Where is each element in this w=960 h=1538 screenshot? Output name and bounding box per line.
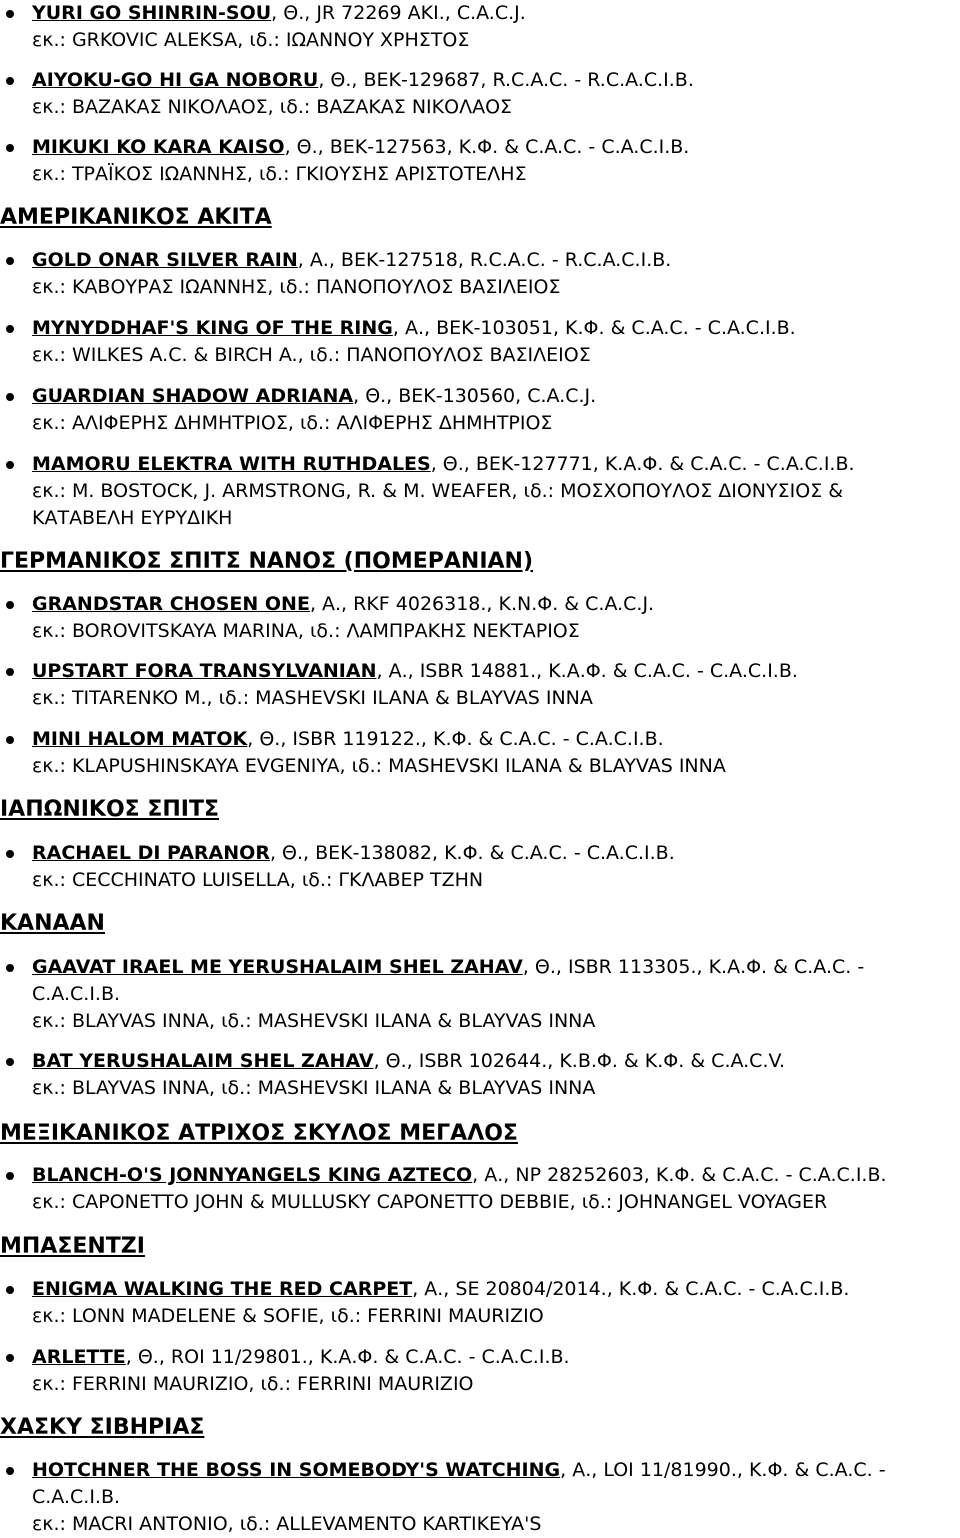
dog-name: UPSTART FORA TRANSYLVANIAN (32, 660, 377, 682)
list-item (0, 1276, 960, 1330)
list-item (0, 1162, 960, 1216)
dog-details: , Θ., ΒΕΚ-138082, Κ.Φ. & C.A.C. - C.A.C.I.B. (269, 842, 675, 864)
dog-details: , Θ., ΒΕΚ-130560, C.A.C.J. (353, 385, 597, 407)
bullet-icon (6, 77, 14, 85)
dog-details: , Θ., ROI 11/29801., Κ.Α.Φ. & C.A.C. - C.A.C.I.B. (125, 1346, 570, 1368)
section-heading: ΜΠΑΣΕΝΤΖΙ (0, 1234, 145, 1259)
bullet-icon (6, 10, 14, 18)
dog-name: YURI GO SHINRIN-SOU (32, 2, 272, 24)
breeder-owner: C.A.C.I.B. (32, 1486, 121, 1508)
list-item (0, 383, 960, 437)
section-heading: ΚΑΝΑΑΝ (0, 911, 105, 936)
breeder-owner: εκ.: MACRI ANTONIO, ιδ.: ALLEVAMENTO KARTIKEYA'S (32, 1513, 542, 1535)
dog-name: BLANCH-O'S JONNYANGELS KING AZTECO (32, 1164, 473, 1186)
dog-name: BAT YERUSHALAIM SHEL ZAHAV (32, 1050, 374, 1072)
bullet-icon (6, 1467, 14, 1475)
dog-details: , Α., LOI 11/81990., Κ.Φ. & C.A.C. - (560, 1459, 886, 1481)
breeder-owner: εκ.: KLAPUSHINSKAYA EVGENIYA, ιδ.: MASHEVSKI ILANA & BLAYVAS INNA (32, 755, 726, 777)
breeder-owner: εκ.: ΑΛΙΦΕΡΗΣ ΔΗΜΗΤΡΙΟΣ, ιδ.: ΑΛΙΦΕΡΗΣ ΔΗΜΗΤΡΙΟΣ (32, 412, 553, 434)
dog-name: GRANDSTAR CHOSEN ONE (32, 593, 310, 615)
dog-name: GOLD ONAR SILVER RAIN (32, 249, 298, 271)
breeder-owner: εκ.: BOROVITSKAYA MARINA, ιδ.: ΛΑΜΠΡΑΚΗΣ ΝΕΚΤΑΡΙΟΣ (32, 620, 580, 642)
dog-details: , Α., ΒΕΚ-127518, R.C.A.C. - R.C.A.C.I.B. (297, 249, 672, 271)
dog-details: , Θ., ΒΕΚ-129687, R.C.A.C. - R.C.A.C.I.B. (318, 69, 694, 91)
dog-details: , Α., RKF 4026318., Κ.Ν.Φ. & C.A.C.J. (309, 593, 655, 615)
bullet-icon (6, 1354, 14, 1362)
breeder-owner: εκ.: BLAYVAS INNA, ιδ.: MASHEVSKI ILANA & BLAYVAS INNA (32, 1077, 596, 1099)
bullet-icon (6, 461, 14, 469)
breeder-owner: εκ.: FERRINI MAURIZIO, ιδ.: FERRINI MAURIZIO (32, 1373, 474, 1395)
breeder-owner: εκ.: BLAYVAS INNA, ιδ.: MASHEVSKI ILANA & BLAYVAS INNA (32, 1010, 596, 1032)
dog-details: , Α., ISBR 14881., Κ.Α.Φ. & C.A.C. - C.A.C.I.B. (376, 660, 798, 682)
bullet-icon (6, 1172, 14, 1180)
section-heading: ΜΕΞΙΚΑΝΙΚΟΣ ΑΤΡΙΧΟΣ ΣΚΥΛΟΣ ΜΕΓΑΛΟΣ (0, 1121, 518, 1146)
bullet-icon (6, 736, 14, 744)
section-heading: ΓΕΡΜΑΝΙΚΟΣ ΣΠΙΤΣ ΝΑΝΟΣ (ΠΟΜΕΡΑΝΙΑΝ) (0, 549, 534, 574)
list-item (0, 451, 960, 532)
dog-name: HOTCHNER THE BOSS IN SOMEBODY'S WATCHING (32, 1459, 561, 1481)
breeder-owner: εκ.: CECCHINATO LUISELLA, ιδ.: ΓΚΛΑΒΕΡ ΤΖΗΝ (32, 869, 484, 891)
bullet-icon (6, 144, 14, 152)
breeder-owner: εκ.: ΤΡΑΪΚΟΣ ΙΩΑΝΝΗΣ, ιδ.: ΓΚΙΟΥΣΗΣ ΑΡΙΣΤΟΤΕΛΗΣ (32, 163, 527, 185)
list-item (0, 658, 960, 712)
section-heading: ΙΑΠΩΝΙΚΟΣ ΣΠΙΤΣ (0, 797, 220, 822)
dog-details: , Θ., ΒΕΚ-127563, Κ.Φ. & C.A.C. - C.A.C.I.B. (284, 136, 690, 158)
list-item (0, 726, 960, 780)
bullet-icon (6, 393, 14, 401)
dog-name: MYNYDDHAF'S KING OF THE RING (32, 317, 393, 339)
dog-details: , Θ., ΒΕΚ-127771, Κ.Α.Φ. & C.A.C. - C.A.C.I.B. (430, 453, 855, 475)
list-item (0, 134, 960, 188)
breeder-owner: C.A.C.I.B. (32, 983, 121, 1005)
list-item (0, 1344, 960, 1398)
breeder-owner: εκ.: CAPONETTO JOHN & MULLUSKY CAPONETTO DEBBIE, ιδ.: JOHNANGEL VOYAGER (32, 1191, 828, 1213)
dog-name: AIYOKU-GO HI GA NOBORU (32, 69, 319, 91)
dog-details: , Θ., ISBR 119122., Κ.Φ. & C.A.C. - C.A.C.I.B. (247, 728, 664, 750)
dog-name: GAAVAT IRAEL ME YERUSHALAIM SHEL ZAHAV (32, 956, 523, 978)
list-item (0, 247, 960, 301)
dog-details: , Α., ΒΕΚ-103051, Κ.Φ. & C.A.C. - C.A.C.I.B. (392, 317, 796, 339)
bullet-icon (6, 850, 14, 858)
dog-name: ENIGMA WALKING THE RED CARPET (32, 1278, 413, 1300)
bullet-icon (6, 601, 14, 609)
bullet-icon (6, 964, 14, 972)
list-item (0, 67, 960, 121)
bullet-icon (6, 668, 14, 676)
list-item (0, 315, 960, 369)
section-heading: ΑΜΕΡΙΚΑΝΙΚΟΣ ΑΚΙΤΑ (0, 205, 272, 230)
dog-details: , Θ., ISBR 113305., Κ.Α.Φ. & C.A.C. - (522, 956, 865, 978)
breeder-owner: εκ.: WILKES A.C. & BIRCH A., ιδ.: ΠΑΝΟΠΟΥΛΟΣ ΒΑΣΙΛΕΙΟΣ (32, 344, 591, 366)
section-heading: ΧΑΣΚΥ ΣΙΒΗΡΙΑΣ (0, 1415, 205, 1440)
list-item (0, 954, 960, 1035)
dog-details: , Θ., JR 72269 AKI., C.A.C.J. (271, 2, 526, 24)
list-item (0, 840, 960, 894)
bullet-icon (6, 257, 14, 265)
dog-name: MAMORU ELEKTRA WITH RUTHDALES (32, 453, 431, 475)
bullet-icon (6, 325, 14, 333)
breeder-owner: εκ.: ΒΑΖΑΚΑΣ ΝΙΚΟΛΑΟΣ, ιδ.: ΒΑΖΑΚΑΣ ΝΙΚΟΛΑΟΣ (32, 96, 513, 118)
list-item (0, 591, 960, 645)
dog-name: RACHAEL DI PARANOR (32, 842, 270, 864)
breeder-owner: εκ.: ΚΑΒΟΥΡΑΣ ΙΩΑΝΝΗΣ, ιδ.: ΠΑΝΟΠΟΥΛΟΣ ΒΑΣΙΛΕΙΟΣ (32, 276, 561, 298)
breeder-owner: εκ.: TITARENKO M., ιδ.: MASHEVSKI ILANA & BLAYVAS INNA (32, 687, 593, 709)
breeder-owner: εκ.: LONN MADELENE & SOFIE, ιδ.: FERRINI MAURIZIO (32, 1305, 544, 1327)
dog-name: ARLETTE (32, 1346, 126, 1368)
dog-name: MIKUKI KO KARA KAISO (32, 136, 285, 158)
breeder-owner: εκ.: GRKOVIC ALEKSA, ιδ.: ΙΩΑΝΝΟΥ ΧΡΗΣΤΟΣ (32, 29, 470, 51)
bullet-icon (6, 1058, 14, 1066)
breeder-owner: ΚΑΤΑΒΕΛΗ ΕΥΡΥΔΙΚΗ (32, 507, 233, 529)
breeder-owner: εκ.: M. BOSTOCK, J. ARMSTRONG, R. & M. WEAFER, ιδ.: ΜΟΣΧΟΠΟΥΛΟΣ ΔΙΟΝΥΣΙΟΣ & (32, 480, 844, 502)
dog-name: MINI HALOM MATOK (32, 728, 248, 750)
list-item (0, 1048, 960, 1102)
dog-details: , Θ., ISBR 102644., Κ.Β.Φ. & Κ.Φ. & C.A.C.V. (373, 1050, 786, 1072)
dog-details: , Α., SE 20804/2014., Κ.Φ. & C.A.C. - C.A.C.I.B. (412, 1278, 850, 1300)
list-item (0, 1457, 960, 1538)
dog-name: GUARDIAN SHADOW ADRIANA (32, 385, 354, 407)
bullet-icon (6, 1286, 14, 1294)
list-item (0, 0, 960, 54)
dog-details: , Α., NP 28252603, Κ.Φ. & C.A.C. - C.A.C.I.B. (472, 1164, 887, 1186)
